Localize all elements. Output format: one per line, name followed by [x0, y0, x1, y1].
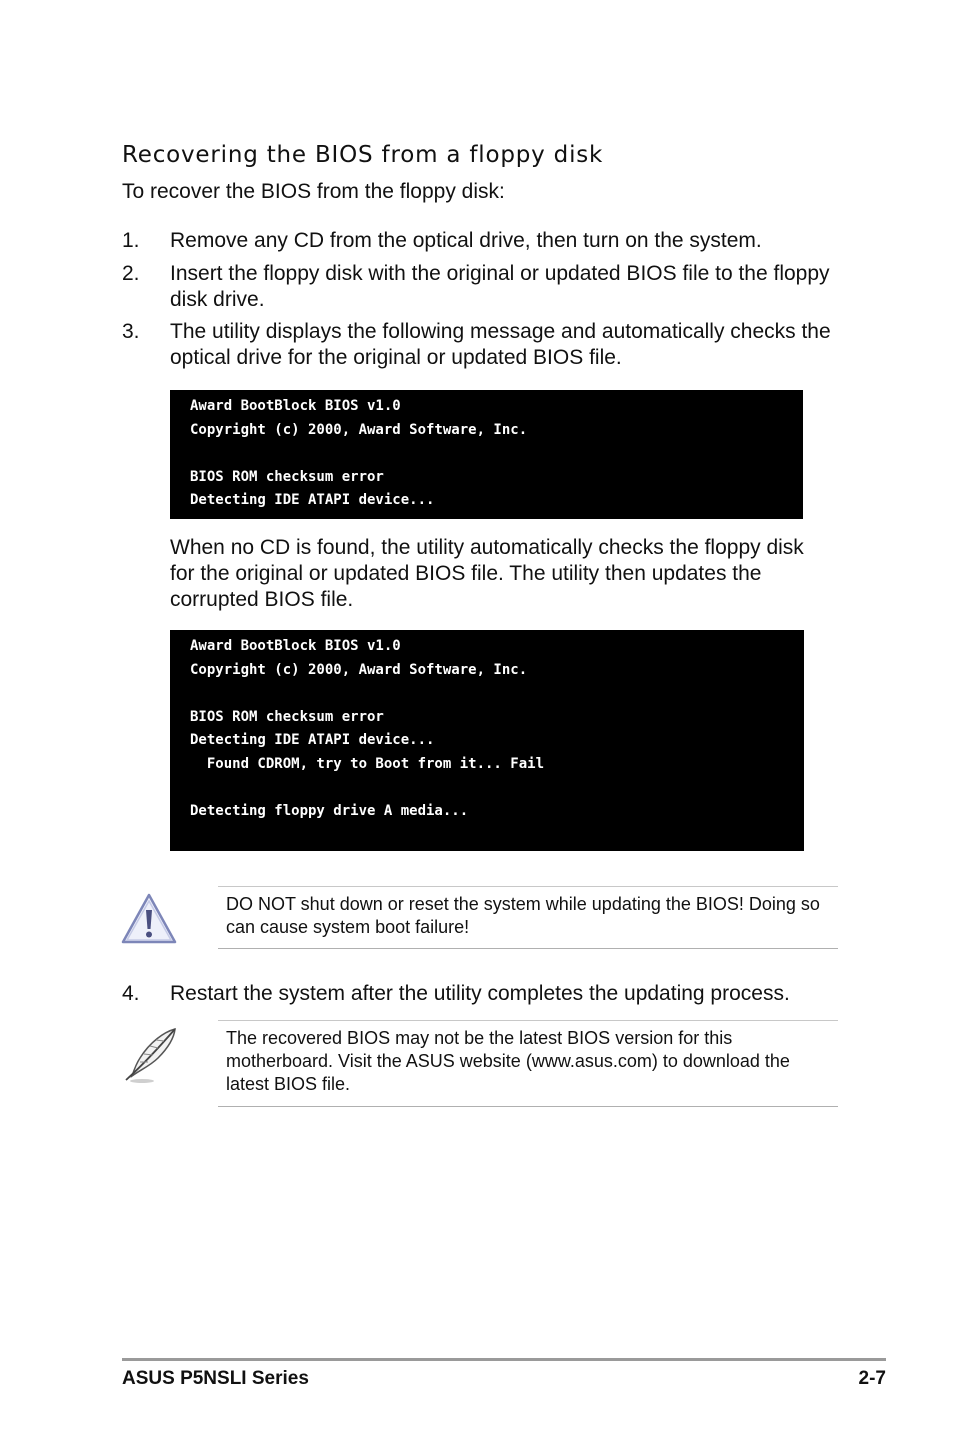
- console-line: BIOS ROM checksum error: [190, 468, 384, 485]
- bios-console-message-1: [170, 390, 803, 519]
- console-line: [190, 442, 783, 466]
- warning-icon: [120, 892, 178, 951]
- console-line: Detecting IDE ATAPI device...: [190, 492, 435, 508]
- step-text: Remove any CD from the optical drive, then turn on the system.: [170, 229, 762, 252]
- step-number: 1.: [122, 229, 140, 252]
- footer-page-number: 2-7: [858, 1368, 886, 1389]
- step-3: [122, 319, 832, 371]
- console-line: Award BootBlock BIOS v1.0: [190, 398, 401, 414]
- step-2: [122, 261, 832, 313]
- step-text: Restart the system after the utility completes the updating process.: [170, 982, 790, 1005]
- bios-console-message-2: [170, 630, 804, 851]
- console-line: [190, 682, 784, 706]
- console-line: BIOS ROM checksum error: [190, 708, 384, 725]
- step-text: The utility displays the following message and automatically checks the optical drive for the original or updated BIOS file.: [170, 320, 831, 369]
- warning-notice: [218, 886, 838, 949]
- step-4: [122, 981, 832, 1007]
- console-line: Detecting IDE ATAPI device...: [190, 732, 435, 748]
- footer-product-name: ASUS P5NSLI Series: [122, 1368, 309, 1389]
- note-text: The recovered BIOS may not be the latest BIOS version for this motherboard. Visit the ASUS website (www.asus.com) to download the latest BIOS file.: [226, 1028, 790, 1094]
- step-number: 3.: [122, 320, 140, 343]
- feather-pen-icon: [120, 1026, 182, 1089]
- step-1: [122, 228, 832, 254]
- console-line: [190, 776, 784, 800]
- intro-text: To recover the BIOS from the floppy disk:: [122, 180, 505, 203]
- console-line: Found CDROM, try to Boot from it... Fail: [190, 755, 545, 772]
- console-line: Copyright (c) 2000, Award Software, Inc.: [190, 421, 528, 438]
- explanation-paragraph: When no CD is found, the utility automatically checks the floppy disk for the original or updated BIOS file. The utility then updates the corrupted BIOS file.: [170, 536, 804, 611]
- section-title: Recovering the BIOS from a floppy disk: [122, 142, 604, 168]
- step-number: 4.: [122, 982, 140, 1005]
- step-number: 2.: [122, 262, 140, 285]
- warning-text: DO NOT shut down or reset the system while updating the BIOS! Doing so can cause system boot failure!: [226, 894, 820, 937]
- note-notice: [218, 1020, 838, 1107]
- footer-rule: [122, 1358, 886, 1361]
- console-line: Copyright (c) 2000, Award Software, Inc.: [190, 661, 528, 678]
- step-text: Insert the floppy disk with the original or updated BIOS file to the floppy disk drive.: [170, 262, 830, 311]
- console-line: Detecting floppy drive A media...: [190, 802, 469, 819]
- console-line: Award BootBlock BIOS v1.0: [190, 638, 401, 654]
